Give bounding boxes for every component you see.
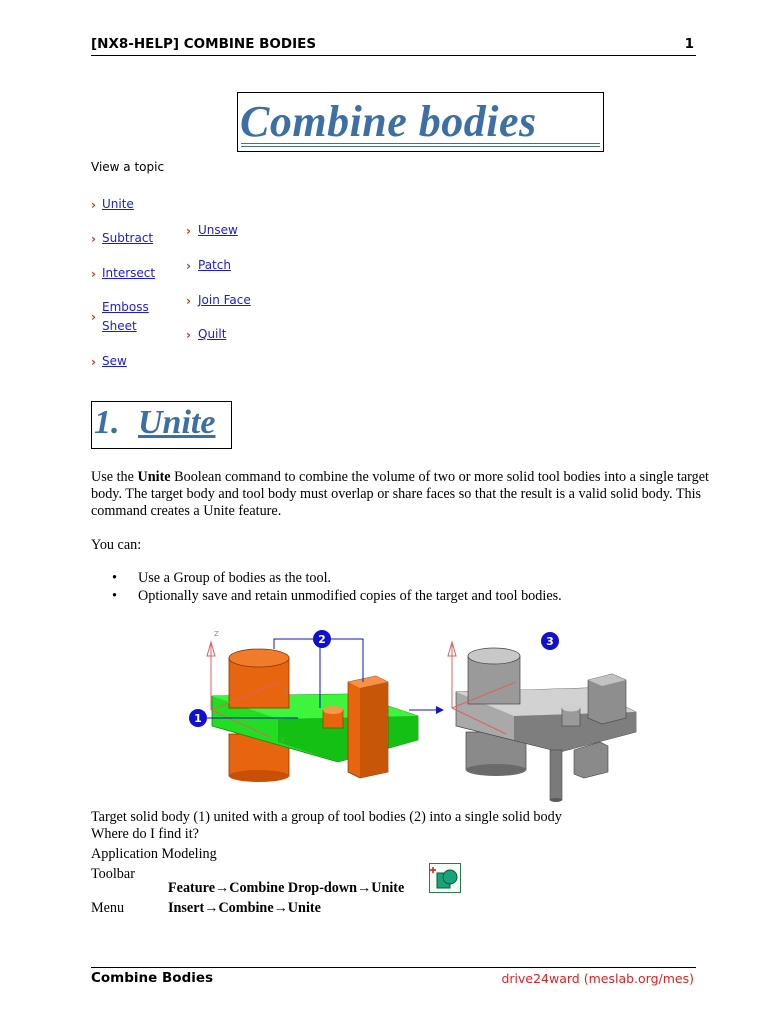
before-model bbox=[189, 630, 418, 782]
topic-link-emboss-sheet[interactable]: Emboss bbox=[102, 300, 149, 314]
result-cylinder-base bbox=[466, 764, 526, 776]
target-cylinder-top bbox=[229, 649, 289, 667]
topic-link-unsew[interactable]: Unsew bbox=[198, 223, 238, 237]
chevron-right-icon: › bbox=[91, 198, 96, 212]
menu-path: Insert→Combine→Unite bbox=[168, 900, 321, 916]
topic-link-subtract[interactable]: Subtract bbox=[102, 231, 154, 245]
section-title: Unite bbox=[138, 404, 216, 441]
y-axis-label: Y bbox=[284, 688, 289, 696]
chevron-right-icon: › bbox=[186, 294, 191, 308]
you-can-label: You can: bbox=[91, 537, 142, 553]
document-title: Combine bodies bbox=[240, 97, 537, 146]
section-number: 1. bbox=[94, 404, 120, 441]
topic-link-quilt[interactable]: Quilt bbox=[198, 327, 227, 341]
document-title-box bbox=[237, 92, 604, 152]
unite-illustration bbox=[180, 622, 662, 806]
topic-link-join-face[interactable]: Join Face bbox=[198, 293, 251, 307]
topic-link-sew[interactable]: Sew bbox=[102, 354, 127, 368]
page-number: 1 bbox=[684, 36, 694, 52]
chevron-right-icon: › bbox=[91, 310, 96, 324]
topic-link-intersect[interactable]: Intersect bbox=[102, 266, 156, 280]
footer-title: Combine Bodies bbox=[91, 970, 214, 986]
arrow-right-icon bbox=[436, 706, 444, 714]
topic-link-patch[interactable]: Patch bbox=[198, 258, 231, 272]
callout-3-label: 3 bbox=[546, 635, 554, 648]
where-to-find-heading: Where do I find it? bbox=[91, 826, 199, 842]
result-block-lower bbox=[574, 742, 608, 778]
bullet-dot: • bbox=[112, 570, 117, 586]
header-title: [NX8-HELP] COMBINE BODIES bbox=[91, 36, 317, 52]
footer-source: drive24ward (meslab.org/mes) bbox=[501, 971, 694, 986]
title-double-underline bbox=[241, 143, 600, 147]
chevron-right-icon: › bbox=[186, 259, 191, 273]
callout-2-label: 2 bbox=[318, 633, 326, 646]
view-topic-label: View a topic bbox=[91, 160, 165, 174]
page-footer bbox=[91, 967, 696, 991]
target-cylinder-base bbox=[229, 770, 289, 782]
callout-1-label: 1 bbox=[194, 712, 202, 725]
topic-link-unite[interactable]: Unite bbox=[102, 197, 134, 211]
chevron-right-icon: › bbox=[186, 224, 191, 238]
chevron-right-icon: › bbox=[91, 232, 96, 246]
unite-icon bbox=[430, 864, 460, 892]
bullet-text: Use a Group of bodies as the tool. bbox=[138, 570, 332, 586]
para-bold-unite: Unite bbox=[137, 469, 171, 485]
result-leg bbox=[550, 750, 562, 800]
para-rest: Boolean command to combine the volume of two or more solid tool bodies into a single target body. The target body and tool body must overlap or share faces so that the result is a valid solid body. This command creates a Unite feature. bbox=[91, 469, 709, 519]
application-line: Application Modeling bbox=[91, 846, 217, 862]
result-leg-base bbox=[550, 798, 562, 802]
tool-small-cylinder-top bbox=[323, 706, 343, 714]
toolbar-path: Feature→Combine Drop-down→Unite bbox=[168, 880, 405, 896]
z-axis-label: Z bbox=[214, 630, 219, 638]
toolbar-label: Toolbar bbox=[91, 866, 135, 882]
topic-link-emboss-sheet-line2[interactable]: Sheet bbox=[102, 319, 137, 333]
unite-command-icon[interactable] bbox=[429, 863, 461, 893]
result-cylinder-top bbox=[468, 648, 520, 664]
section-heading-box bbox=[91, 401, 232, 449]
chevron-right-icon: › bbox=[91, 267, 96, 281]
figure-caption: Target solid body (1) united with a group of tool bodies (2) into a single solid body bbox=[91, 809, 562, 825]
page-header bbox=[91, 34, 696, 56]
chevron-right-icon: › bbox=[186, 328, 191, 342]
tool-block-side bbox=[360, 682, 388, 778]
para-start: Use the bbox=[91, 469, 138, 485]
x-axis-label: X bbox=[280, 736, 285, 744]
menu-label: Menu bbox=[91, 900, 125, 916]
result-small-cylinder-top bbox=[562, 705, 580, 712]
bullet-text: Optionally save and retain unmodified copies of the target and tool bodies. bbox=[138, 588, 562, 604]
intro-paragraph bbox=[91, 469, 731, 520]
chevron-right-icon: › bbox=[91, 355, 96, 369]
bullet-dot: • bbox=[112, 588, 117, 604]
after-model bbox=[448, 632, 636, 802]
